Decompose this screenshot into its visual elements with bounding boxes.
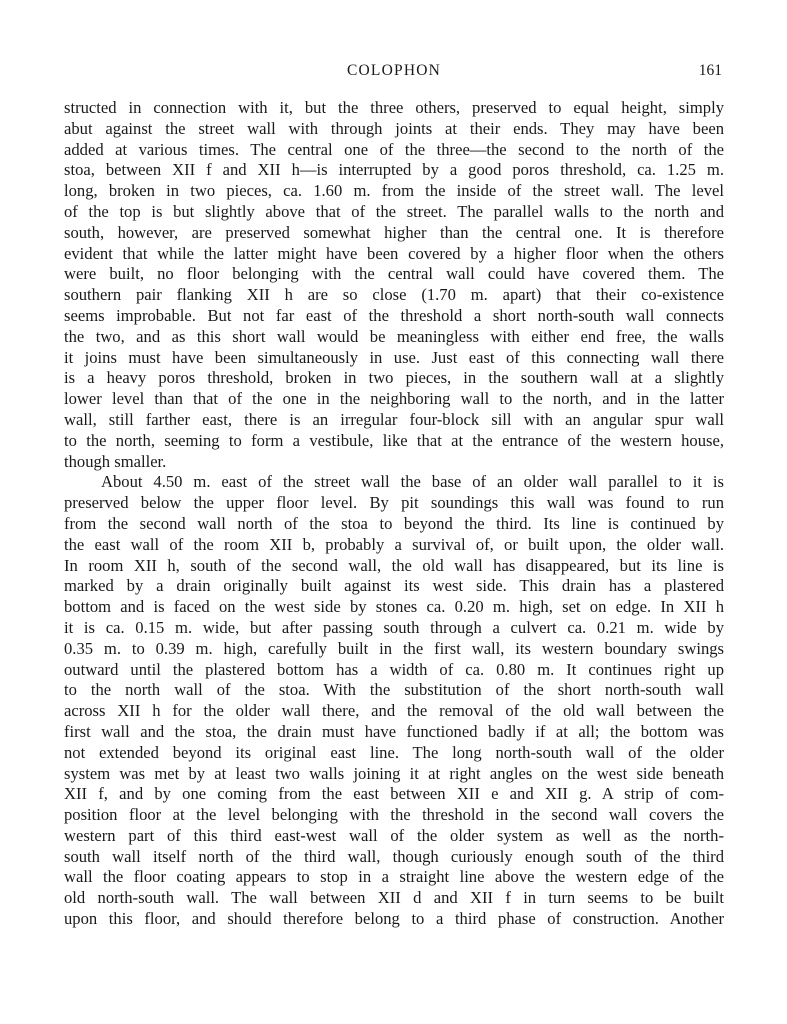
text-line: of the top is but slightly above that of the street. The parallel walls to the north and <box>64 201 724 221</box>
text-line: across XII h for the older wall there, and the removal of the old wall between the <box>64 701 724 721</box>
text-line: About 4.50 m. east of the street wall the base of an older wall parallel to it is <box>101 472 724 492</box>
text-line: were built, no floor belonging with the central wall could have covered them. The <box>64 264 724 284</box>
text-line: it is ca. 0.15 m. wide, but after passing south through a culvert ca. 0.21 m. wide by <box>64 617 724 637</box>
text-line: southern pair flanking XII h are so close (1.70 m. apart) that their co-existence <box>64 285 724 305</box>
text-line: bottom and is faced on the west side by stones ca. 0.20 m. high, set on edge. In XII h <box>64 597 724 617</box>
text-line: abut against the street wall with through joints at their ends. They may have been <box>64 118 724 138</box>
text-line: upon this floor, and should therefore belong to a third phase of construction. Another <box>64 909 724 929</box>
text-line: seems improbable. But not far east of the threshold a short north-south wall connects <box>64 305 724 325</box>
text-line: to the north wall of the stoa. With the substitution of the short north-south wall <box>64 680 724 700</box>
text-line: In room XII h, south of the second wall, the old wall has disappeared, but its line is <box>64 555 724 575</box>
text-line: stoa, between XII f and XII h—is interrupted by a good poros threshold, ca. 1.25 m. <box>64 160 724 180</box>
running-head <box>64 58 724 86</box>
text-line: the east wall of the room XII b, probably a survival of, or built upon, the older wall. <box>64 534 724 554</box>
text-line: outward until the plastered bottom has a width of ca. 0.80 m. It continues right up <box>64 659 724 679</box>
text-line: marked by a drain originally built against its west side. This drain has a plastered <box>64 576 724 596</box>
text-line: system was met by at least two walls joining it at right angles on the west side beneath <box>64 763 724 783</box>
text-line: though smaller. <box>64 451 167 471</box>
text-line: south wall itself north of the third wall, though curiously enough south of the third <box>64 846 724 866</box>
text-line: position floor at the level belonging with the threshold in the second wall covers the <box>64 805 724 825</box>
text-line: south, however, are preserved somewhat higher than the central one. It is therefore <box>64 222 724 242</box>
text-line: first wall and the stoa, the drain must have functioned badly if at all; the bottom was <box>64 721 724 741</box>
text-line: western part of this third east-west wall of the older system as well as the north- <box>64 825 724 845</box>
paragraph-1 <box>64 98 724 472</box>
text-line: not extended beyond its original east line. The long north-south wall of the older <box>64 742 724 762</box>
text-line: XII f, and by one coming from the east between XII e and XII g. A strip of com- <box>64 784 724 804</box>
text-line: added at various times. The central one of the three—the second to the north of the <box>64 139 724 159</box>
text-line: lower level than that of the one in the neighboring wall to the north, and in the latter <box>64 389 724 409</box>
text-line: wall the floor coating appears to stop in a straight line above the western edge of the <box>64 867 724 887</box>
paragraph-2 <box>64 472 724 930</box>
text-line: structed in connection with it, but the three others, preserved to equal height, simply <box>64 98 724 117</box>
text-line: is a heavy poros threshold, broken in two pieces, in the southern wall at a slightly <box>64 368 724 388</box>
text-line: evident that while the latter might have been covered by a higher floor when the others <box>64 243 724 263</box>
text-line: the two, and as this short wall would be meaningless with either end free, the walls <box>64 326 724 346</box>
text-line: wall, still farther east, there is an irregular four-block sill with an angular spur wall <box>64 409 724 429</box>
text-line: it joins must have been simultaneously in use. Just east of this connecting wall there <box>64 347 724 367</box>
page-number: 161 <box>698 62 722 79</box>
text-line: old north-south wall. The wall between XII d and XII f in turn seems to be built <box>64 888 724 908</box>
page <box>64 58 724 930</box>
text-line: from the second wall north of the stoa to beyond the third. Its line is continued by <box>64 513 724 533</box>
text-line: to the north, seeming to form a vestibule, like that at the entrance of the western house, <box>64 430 724 450</box>
text-line: preserved below the upper floor level. By pit soundings this wall was found to run <box>64 493 724 513</box>
text-line: long, broken in two pieces, ca. 1.60 m. from the inside of the street wall. The level <box>64 181 724 201</box>
body-text <box>64 98 724 930</box>
running-title: COLOPHON <box>347 62 441 79</box>
text-line: 0.35 m. to 0.39 m. high, carefully built in the first wall, its western boundary swings <box>64 638 724 658</box>
